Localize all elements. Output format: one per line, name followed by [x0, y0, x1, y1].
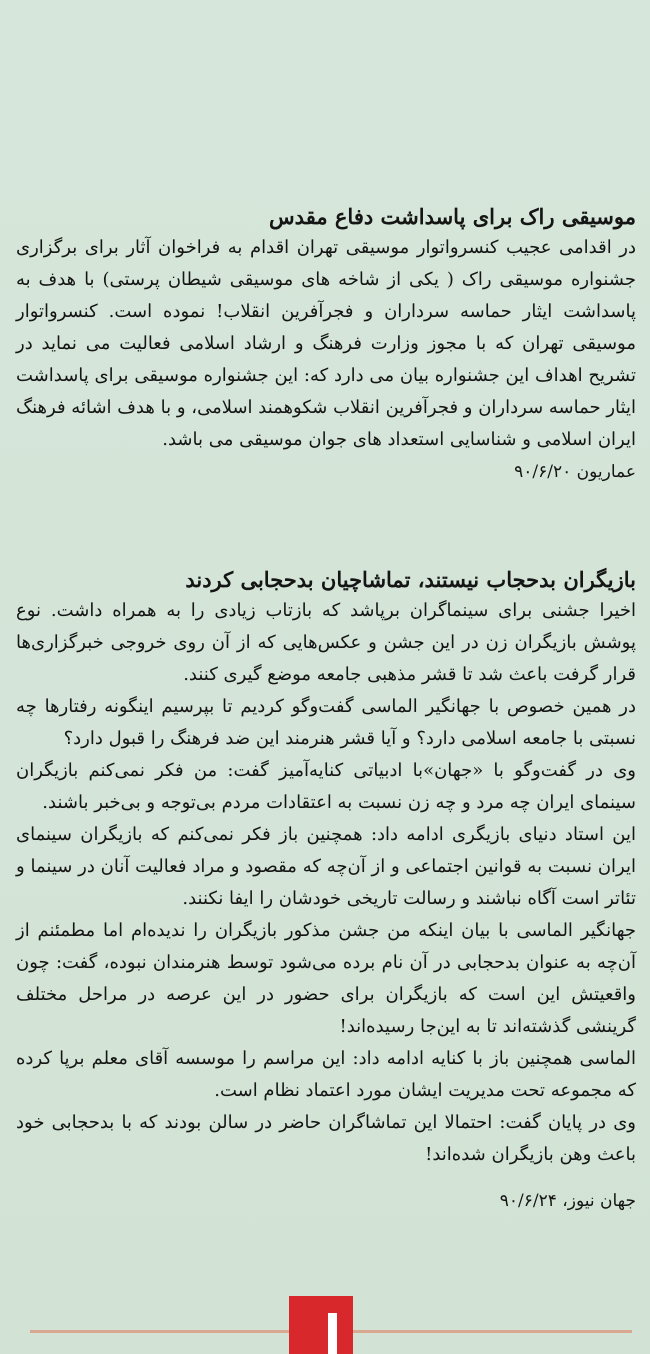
article-rock-music	[16, 202, 636, 486]
article-paragraph: وی در گفت‌وگو با «جهان»با ادبیاتی کنایه‌آمیز گفت: من فکر نمی‌کنم بازیگران سینمای ایران چه مرد و چه زن نسبت به اعتقادات مردم بی‌توجه و بی‌خبر باشند.	[16, 760, 636, 813]
page-marker-bar	[328, 1313, 337, 1354]
article-headline: بازیگران بدحجاب نیستند، تماشاچیان بدحجابی کردند	[185, 567, 636, 592]
article-paragraph: وی در پایان گفت: احتمالا این تماشاگران حاضر در سالن بودند که با بدحجابی خود باعث وهن بازیگران شده‌اند!	[16, 1112, 636, 1165]
article-source: جهان نیوز، ۹۰/۶/۲۴	[499, 1191, 636, 1211]
article-paragraph: این استاد دنیای بازیگری ادامه داد: همچنین باز فکر نمی‌کنم که بازیگران سینمای ایران نسبت به قوانین اجتماعی و از آن‌چه که مقصود و مراد فعالیت آنان در سینما و تئاتر است آگاه نباشند و رسالت تاریخی خودشان را ایفا نکنند.	[16, 824, 636, 909]
article-headline: موسیقی راک برای پاسداشت دفاع مقدس	[269, 204, 636, 229]
article-source: عماریون ۹۰/۶/۲۰	[514, 462, 636, 482]
article-paragraph: در همین خصوص با جهانگیر الماسی گفت‌وگو کردیم تا بپرسیم اینگونه رفتارها چه نسبتی با جامعه اسلامی دارد؟ و آیا قشر هنرمند این ضد فرهنگ را قبول دارد؟	[16, 696, 636, 749]
article-paragraph: جهانگیر الماسی با بیان اینکه من جشن مذکور بازیگران را ندیده‌ام اما مطمئنم از آن‌چه به عنوان بدحجابی در آن نام برده می‌شود توسط هنرمندان نبوده، گفت: چون واقعیتش این است که بازیگران برای حضور در این عرصه در مراحل مختلف گرینشی گذشته‌اند تا به این‌جا رسیده‌اند!	[16, 920, 636, 1037]
article-paragraph: اخیرا جشنی برای سینماگران برپاشد که بازتاب زیادی را به همراه داشت. نوع پوشش بازیگران زن در این جشن و عکس‌هایی که از آن روی خروجی خبرگزاری‌ها قرار گرفت باعث شد تا قشر مذهبی جامعه موضع گیری کنند.	[16, 600, 636, 685]
article-actors-hijab	[16, 565, 636, 1215]
page-marker-icon	[289, 1296, 353, 1354]
article-body: در اقدامی عجیب کنسرواتوار موسیقی تهران اقدام به فراخوان آثار برای برگزاری جشنواره موسیقی راک ( یکی از شاخه های موسیقی شیطان پرستی) با هدف به پاسداشت ایثار حماسه سرداران و فجرآفرین انقلاب! نموده است. کنسرواتوار موسیقی تهران که با مجوز وزارت فرهنگ و ارشاد اسلامی فعالیت می نماید در تشریح اهداف این جشنواره بیان می دارد که: این جشنواره موسیقی برای پاسداشت ایثار حماسه سرداران و فجرآفرین انقلاب شکوهمند اسلامی، و با هدف اشائه فرهنگ ایران اسلامی و شناسایی استعداد های جوان موسیقی می باشد.	[16, 237, 636, 450]
article-paragraph: الماسی همچنین باز با کنایه ادامه داد: این مراسم را موسسه آقای معلم برپا کرده که مجموعه تحت مدیریت ایشان مورد اعتماد نظام است.	[16, 1048, 636, 1101]
